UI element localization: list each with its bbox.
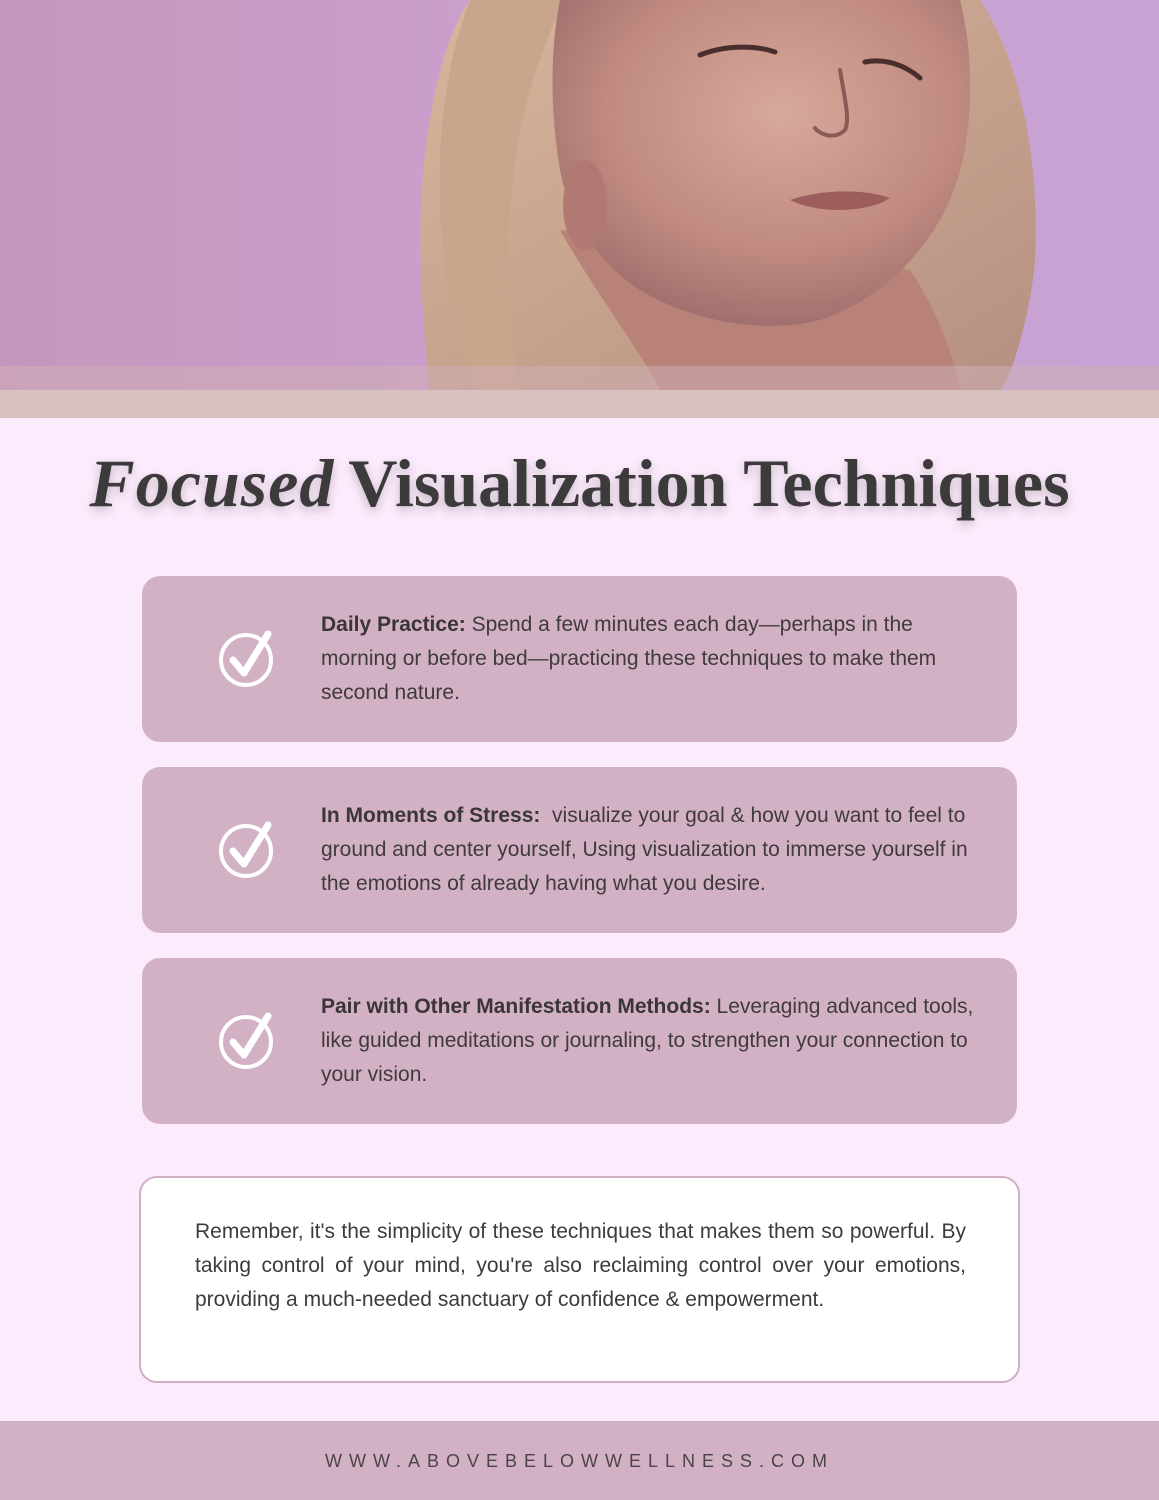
card-heading: Daily Practice: [321,613,466,636]
page-title [0,438,1159,528]
check-circle-icon [218,819,278,879]
hero-photo [0,0,1159,390]
footer [0,1421,1159,1500]
reminder-text: Remember, it's the simplicity of these techniques that makes them so powerful. By taking control of your mind, you're also reclaiming control over your emotions, providing a much-needed sanctuary of confidence & empowerment. [195,1220,966,1311]
reminder-box [139,1176,1020,1383]
technique-card-pair-methods [142,958,1017,1124]
card-heading: In Moments of Stress: [321,804,541,827]
footer-website-link[interactable]: WWW.ABOVEBELOWWELLNESS.COM [324,1451,835,1471]
title-script-word: Focused [89,445,335,521]
card-body: Leveraging advanced tools, like guided meditations or journaling, to strengthen your connection to your vision. [321,995,974,1086]
card-text [321,799,991,901]
woman-portrait-image [0,0,1159,390]
technique-card-moments-of-stress [142,767,1017,933]
card-heading: Pair with Other Manifestation Methods: [321,995,711,1018]
card-body: Spend a few minutes each day—perhaps in the morning or before bed—practicing these techniques to make them second nature. [321,613,937,704]
title-main: Visualization Techniques [348,445,1070,521]
check-circle-icon [218,628,278,688]
technique-card-daily-practice [142,576,1017,742]
hero-overlay-band [0,366,1159,390]
divider-strip [0,390,1159,418]
check-circle-icon [218,1010,278,1070]
card-body: visualize your goal & how you want to feel to ground and center yourself, Using visualization to immerse yourself in the emotions of already having what you desire. [321,804,974,895]
card-text [321,990,991,1092]
card-text [321,608,991,710]
